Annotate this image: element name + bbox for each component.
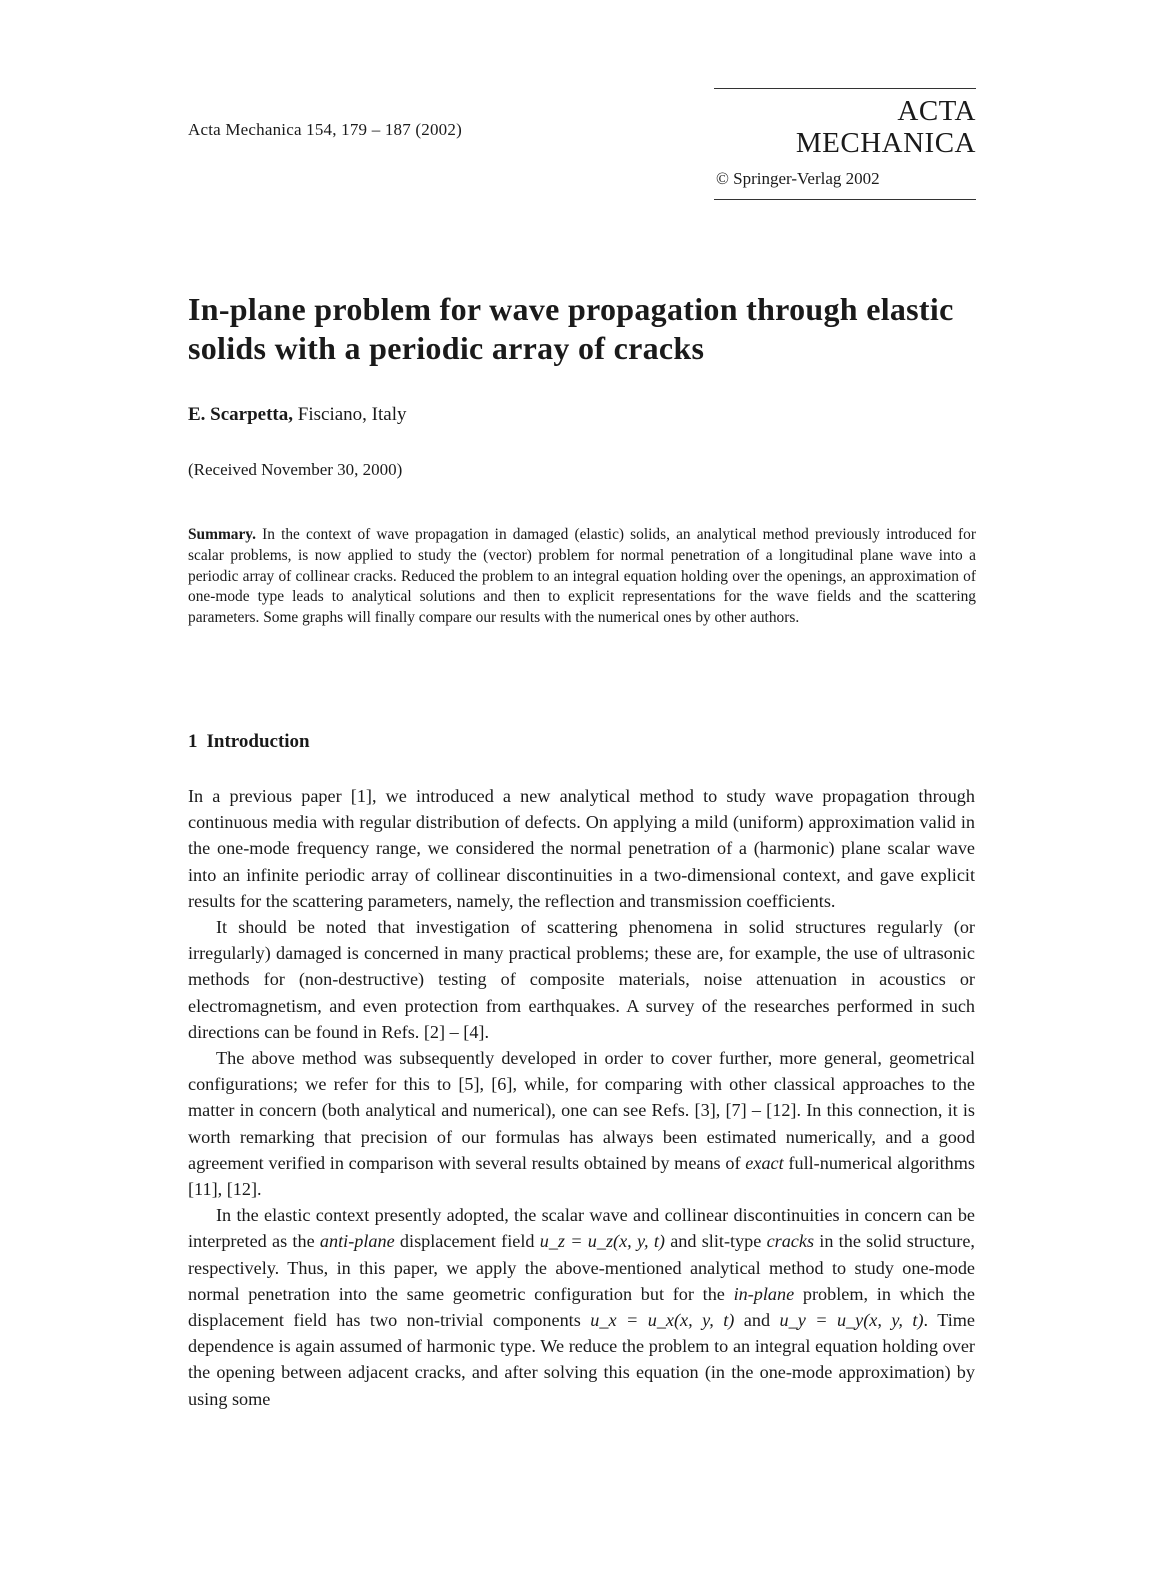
summary-label: Summary. [188,526,256,543]
bottom-rule [714,199,976,200]
journal-box [714,88,976,200]
paragraph-4-text-c: and slit-type [664,1231,767,1252]
paragraph-3-end: full-numerical algorithms [11], [12]. [188,1152,975,1200]
body-text [188,783,975,1412]
ux-formula: u_x = u_x(x, y, t) [590,1310,735,1331]
section-title: Introduction [206,731,310,752]
paragraph-4-text-a: In the elastic context presently adopted, the scalar wave and collinear discontinuities in concern can be interpreted as the [188,1205,975,1252]
paragraph-2: It should be noted that investigation of scattering phenomena in solid structures regularly (or irregularly) damaged is concerned in many practical problems; these are, for example, the use of ultrasonic methods for (non-destructive) testing of composite materials, noise attenuation in acoustics or electromagnetism, and even protection from earthquakes. A survey of the researches performed in such directions can be found in Refs. [2] – [4]. [188,917,975,1042]
author-name: E. Scarpetta, [188,404,294,425]
uy-formula: u_y = u_y(x, y, t) [779,1310,924,1331]
paragraph-3 [188,1045,975,1202]
paragraph-3-exact: exact [745,1152,784,1173]
paragraph-1: In a previous paper [1], we introduced a new analytical method to study wave propagation through continuous media with regular distribution of defects. On applying a mild (uniform) approximation valid in the one-mode frequency range, we considered the normal penetration of a (harmonic) plane scalar wave into an infinite periodic array of collinear discontinuities in a two-dimensional context, and gave explicit results for the scattering parameters, namely, the reflection and transmission coefficients. [188,786,975,911]
anti-plane-term: anti-plane [319,1231,395,1252]
paragraph-4-text-b: displacement field [394,1231,540,1252]
summary-abstract [188,525,976,629]
copyright-notice: © Springer-Verlag 2002 [716,169,880,188]
uz-formula: u_z = u_z(x, y, t) [539,1231,665,1252]
journal-citation: Acta Mechanica 154, 179 – 187 (2002) [188,120,462,139]
paragraph-4 [188,1202,975,1412]
paragraph-4-text-d: in the solid structure, respectively. Thus, in this paper, we apply the above-mentioned analytical method to study one-mode normal penetration into the same geometric configuration but for the [188,1231,975,1304]
author-line [188,404,406,426]
paragraph-4-and: and [734,1310,780,1331]
section-number: 1 [188,731,198,752]
paragraph-3-text: The above method was subsequently developed in order to cover further, more general, geometrical configurations; we refer for this to [5], [6], while, for comparing with other classical approaches to the matter in concern (both analytical and numerical), one can see Refs. [3], [7] – [12]. In this connection, it is worth remarking that precision of our formulas has always been estimated numerically, and a good agreement verified in comparison with several results obtained by means of [188,1048,975,1173]
author-affiliation: Fisciano, Italy [293,404,407,425]
section-heading [188,731,310,753]
paragraph-4-text-e: problem, in which the displacement field has two non-trivial components [188,1283,975,1331]
top-rule [714,88,976,89]
in-plane-term: in-plane [733,1283,795,1304]
cracks-term: cracks [766,1231,815,1252]
journal-name: ACTA MECHANICA [795,95,976,159]
received-date: (Received November 30, 2000) [188,460,403,479]
paper-title: In-plane problem for wave propagation through elastic solids with a periodic array of cracks [188,291,954,366]
summary-text: In the context of wave propagation in damaged (elastic) solids, an analytical method previously introduced for scalar problems, is now applied to study the (vector) problem for normal penetration of a longitudinal plane wave into a periodic array of collinear cracks. Reduced the problem to an integral equation holding over the openings, an approximation of one-mode type leads to analytical solutions and then to explicit representations for the wave fields and the scattering parameters. Some graphs will finally compare our results with the numerical ones by other authors. [188,526,976,627]
paragraph-4-text-f: . Time dependence is again assumed of harmonic type. We reduce the problem to an integral equation holding over the opening between adjacent cracks, and after solving this equation (in the one-mode approximation) by using some [188,1310,975,1409]
